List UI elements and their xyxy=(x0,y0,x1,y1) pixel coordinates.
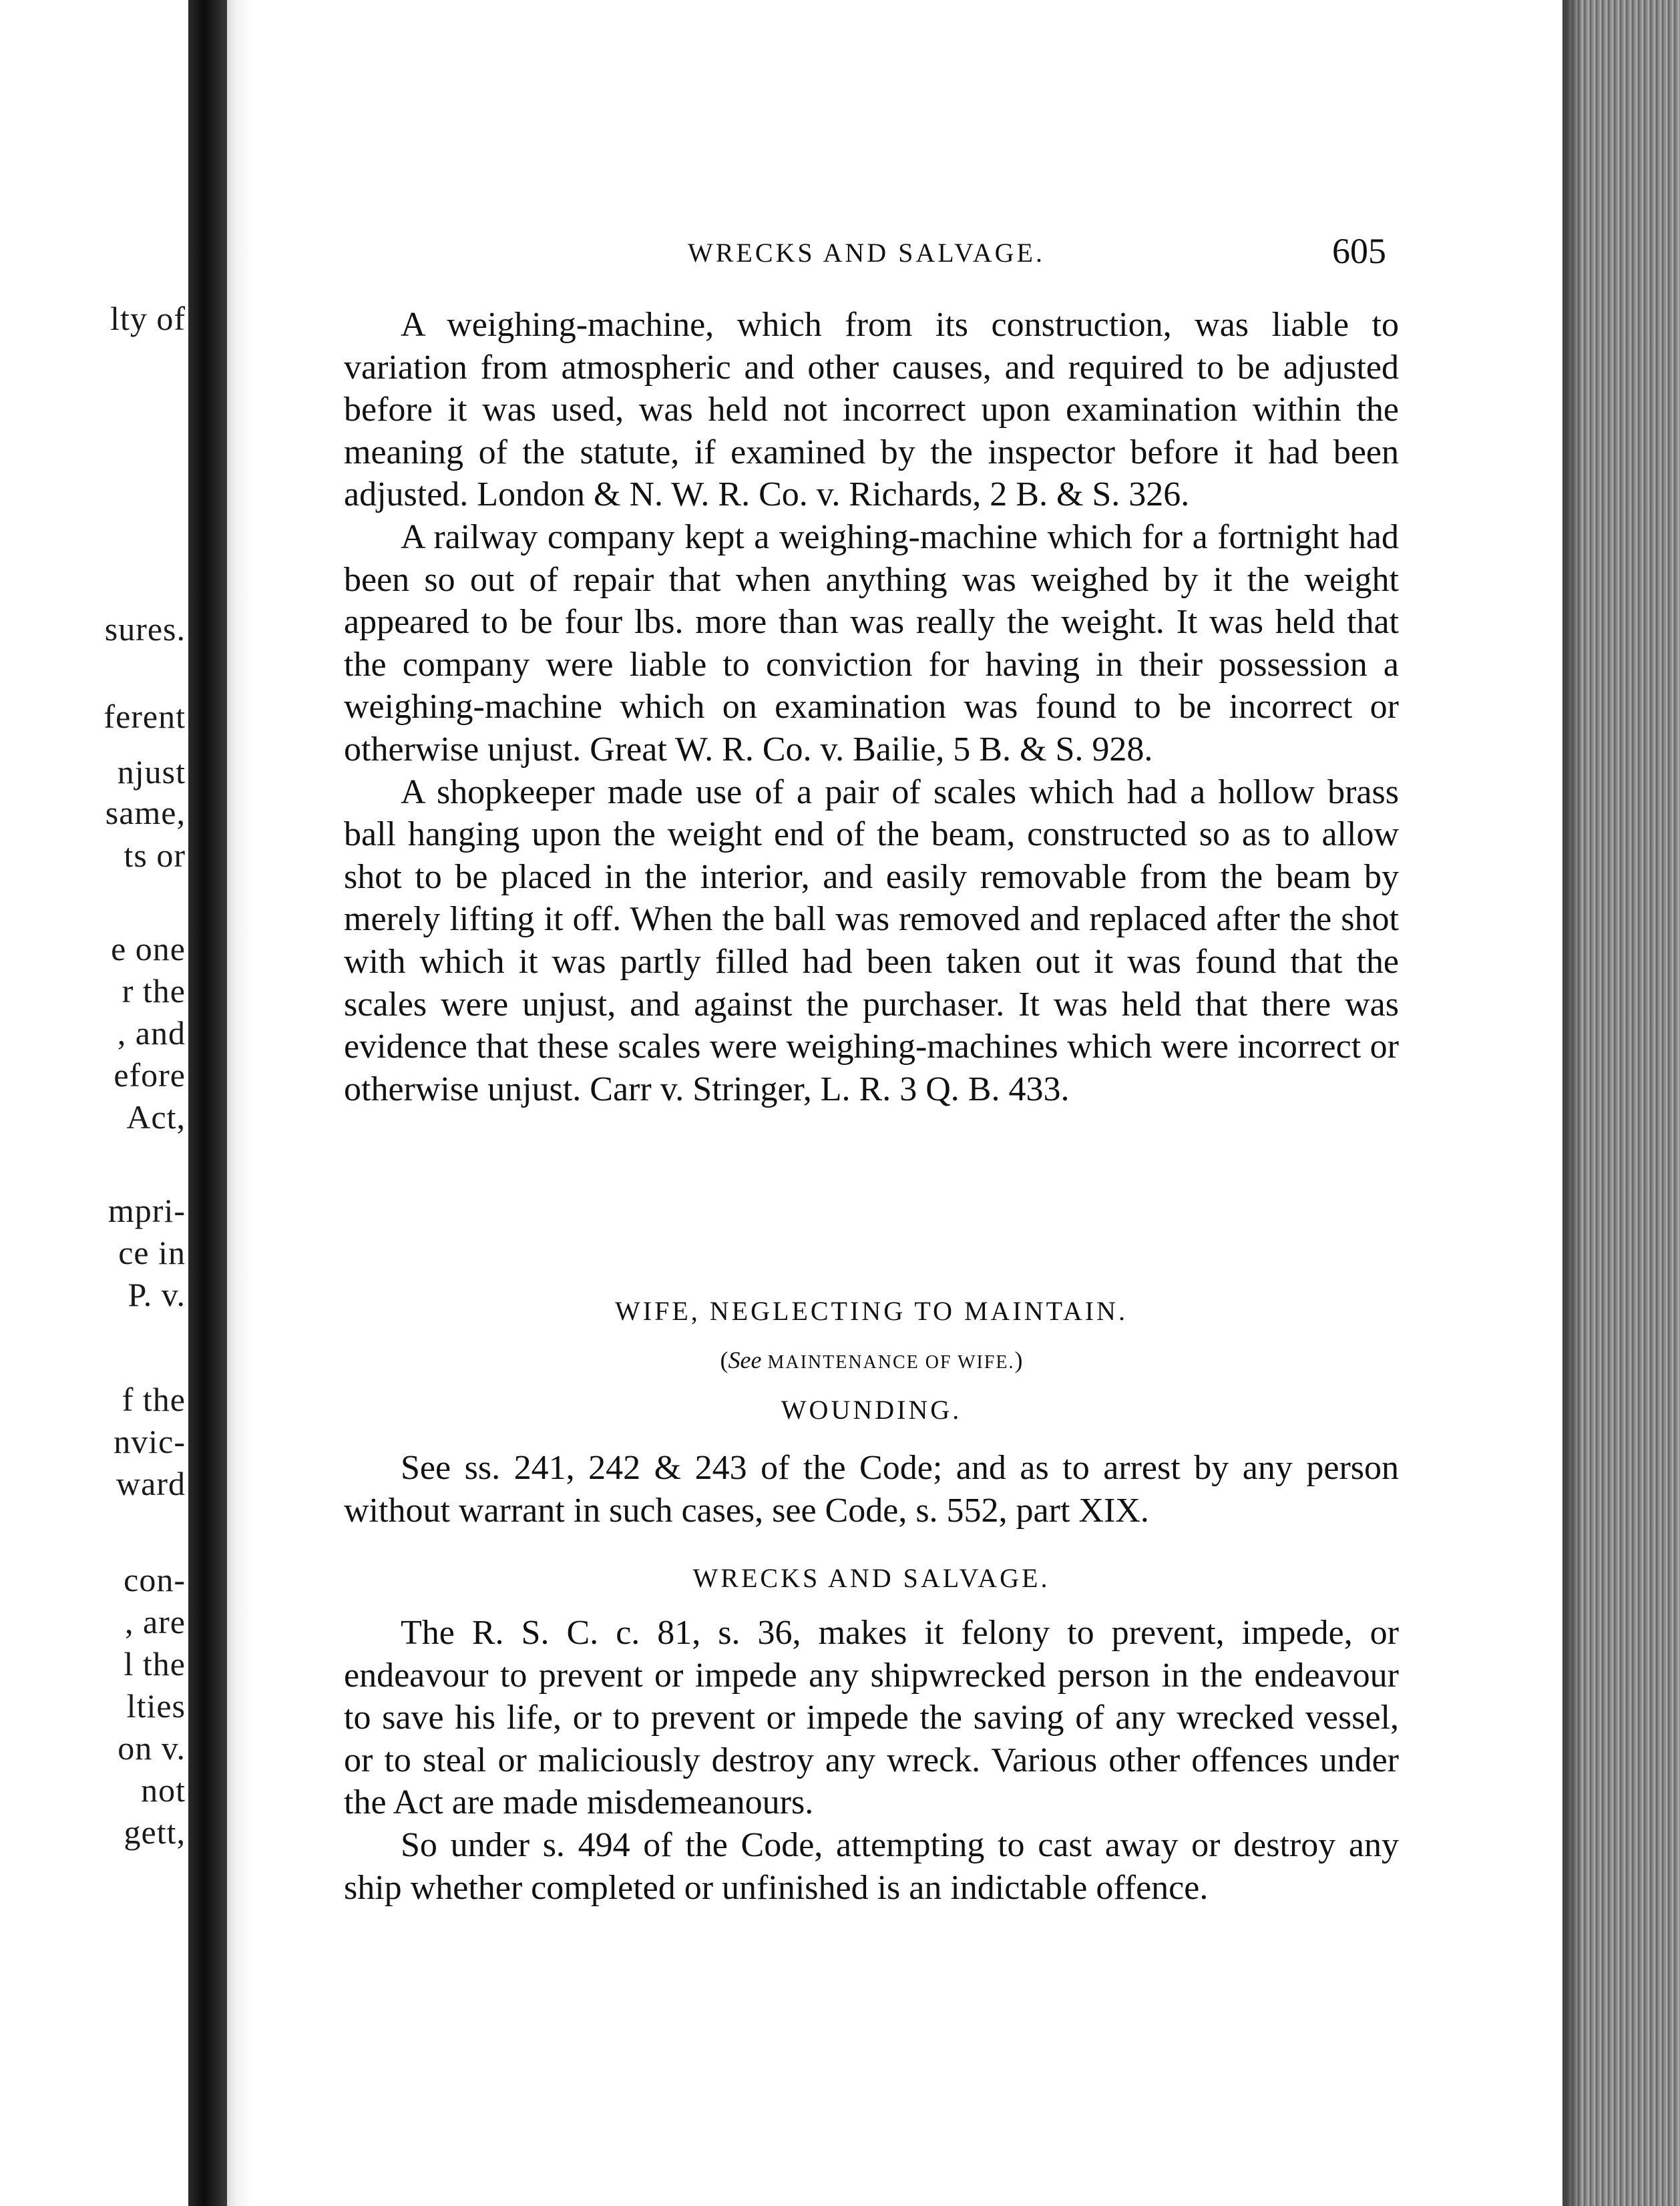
left-page-fragment xyxy=(0,0,188,2206)
left-line: efore xyxy=(114,1056,186,1094)
left-line: ward xyxy=(116,1465,186,1502)
left-line: ferent xyxy=(103,698,186,735)
paragraph: The R. S. C. c. 81, s. 36, makes it felony to prevent, impede, or endeavour to prevent or impede any shipwrecked person in the endeavour to save his life, or to prevent or impede the saving of any wrecked vessel, or to steal or maliciously destroy any wreck. Various other offences under the Act are made misdemeanours. xyxy=(344,1614,1399,1822)
page-edge-shadow xyxy=(1562,0,1583,2206)
paragraph: A railway company kept a weighing-machine which for a fortnight had been so out of repair that when anything was weighed by it the weight appeared to be four lbs. more than was really the weight. It was held that the company were liable to conviction for having in their possession a weighing-machine which on examination was found to be incorrect or otherwise unjust. Great W. R. Co. v. Bailie, 5 B. & S. 928. xyxy=(344,517,1399,768)
page-number: 605 xyxy=(1332,231,1386,271)
paragraph: A weighing-machine, which from its construction, was liable to variation from atmospheric and other causes, and required to be adjusted before it was used, was held not incorrect upon examination within the meaning of the statute, if examined by the inspector before it had been adjusted. London & N. W. R. Co. v. Richards, 2 B. & S. 326. xyxy=(344,306,1399,514)
left-line: con- xyxy=(124,1561,186,1598)
left-line: mpri- xyxy=(108,1192,186,1229)
see-close-paren: ) xyxy=(1014,1347,1023,1373)
left-line: sures. xyxy=(104,610,186,648)
left-line: gett, xyxy=(124,1813,186,1851)
left-line: f the xyxy=(122,1381,186,1418)
left-line: e one xyxy=(111,930,186,967)
left-line: not xyxy=(141,1771,186,1809)
see-open-paren: ( xyxy=(720,1347,728,1373)
left-line: njust xyxy=(117,753,186,791)
left-line: lty of xyxy=(110,300,186,337)
left-line: l the xyxy=(124,1645,186,1683)
body-text-wounding xyxy=(344,1447,1399,1532)
see-reference xyxy=(344,1346,1399,1374)
paragraph: See ss. 241, 242 & 243 of the Code; and as to arrest by any person without warrant in such cases, see Code, s. 552, part XIX. xyxy=(344,1449,1399,1530)
book-gutter xyxy=(188,0,227,2206)
left-line: on v. xyxy=(118,1729,186,1767)
running-head: WRECKS AND SALVAGE. xyxy=(688,238,1045,268)
left-line: P. v. xyxy=(128,1276,186,1313)
section-heading-wife: WIFE, NEGLECTING TO MAINTAIN. xyxy=(615,1296,1128,1326)
paragraph: A shopkeeper made use of a pair of scales which had a hollow brass ball hanging upon the weight end of the beam, constructed so as to allow shot to be placed in the interior, and easily removable from the beam by merely lifting it off. When the ball was removed and replaced after the shot with which it was partly filled had been taken out it was found that the scales were unjust, and against the purchaser. It was held that there was evidence that these scales were weighing-machines which were incorrect or otherwise unjust. Carr v. Stringer, L. R. 3 Q. B. 433. xyxy=(344,773,1399,1108)
section-heading-wrecks: WRECKS AND SALVAGE. xyxy=(692,1563,1050,1593)
section-heading-wounding: WOUNDING. xyxy=(781,1395,962,1425)
body-text-top xyxy=(344,304,1399,1110)
left-line: nvic- xyxy=(114,1423,186,1460)
see-target: MAINTENANCE OF WIFE. xyxy=(767,1352,1015,1373)
left-line: same, xyxy=(105,794,186,831)
left-line: lties xyxy=(126,1687,186,1725)
paragraph: So under s. 494 of the Code, attempting to cast away or destroy any ship whether completed or unfinished is an indictable offence. xyxy=(344,1825,1399,1907)
left-line: , and xyxy=(117,1014,186,1052)
left-line: Act, xyxy=(126,1098,186,1136)
see-word: See xyxy=(728,1347,762,1373)
left-line: ts or xyxy=(124,837,186,874)
left-line: ce in xyxy=(118,1234,186,1271)
body-text-wrecks xyxy=(344,1612,1399,1909)
left-line: , are xyxy=(124,1603,186,1640)
left-line: r the xyxy=(122,972,186,1010)
